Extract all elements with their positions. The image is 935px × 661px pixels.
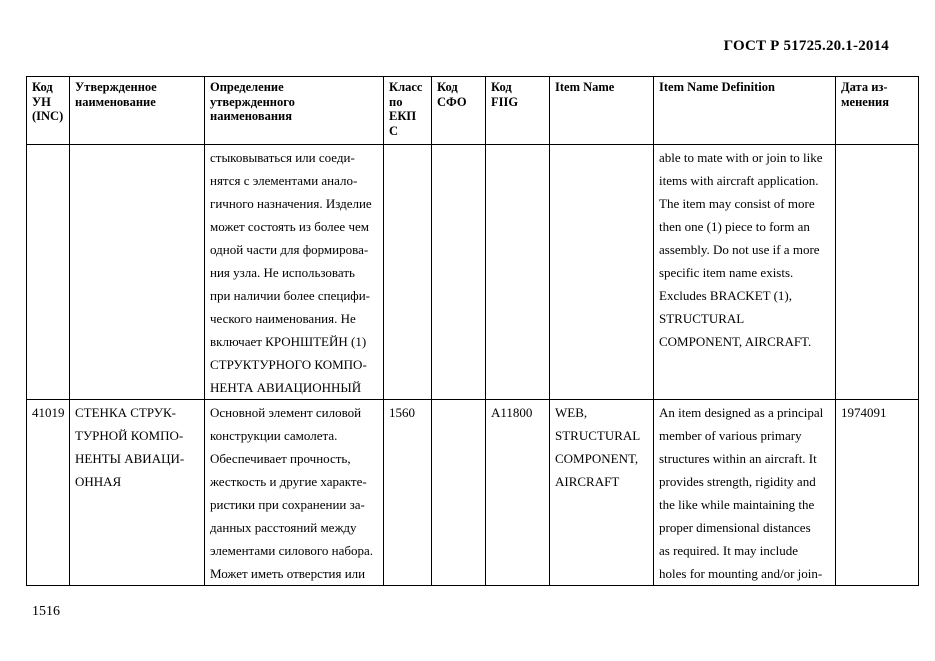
cell-item-name [550, 145, 654, 400]
header-line: FIIG [491, 94, 519, 109]
header-change-date [836, 77, 919, 145]
cell-line: стыковываться или соеди- [210, 150, 355, 165]
header-line: Утвержденное [75, 80, 157, 94]
header-sfo [432, 77, 486, 145]
cell-line: able to mate with or join to like [659, 150, 823, 165]
cell-line: STRUCTURAL [555, 428, 641, 443]
cell-line: 1974091 [841, 405, 887, 420]
header-line: Код [32, 80, 53, 94]
header-fiig [486, 77, 550, 145]
cell-line: WEB, [555, 405, 588, 420]
header-line: С [389, 123, 399, 138]
table-header-row [27, 77, 919, 145]
header-line: наименование [75, 94, 156, 109]
header-item-name [550, 77, 654, 145]
cell-line: ческого наименования. Не [210, 311, 356, 326]
cell-line: ристики при сохранении за- [210, 497, 365, 512]
cell-class [384, 145, 432, 400]
cell-item-definition [654, 145, 836, 400]
cell-line: provides strength, rigidity and [659, 474, 816, 489]
cell-line: COMPONENT, AIRCRAFT. [659, 334, 812, 349]
cell-sfo [432, 400, 486, 586]
table-row [27, 145, 919, 400]
cell-line: гичного назначения. Изделие [210, 196, 372, 211]
cell-definition [205, 145, 384, 400]
cell-line: Может иметь отверстия или [210, 566, 366, 581]
cell-line: A11800 [491, 405, 533, 420]
cell-definition [205, 400, 384, 586]
header-line: СФО [437, 94, 467, 109]
cell-line: жесткость и другие характе- [210, 474, 367, 489]
page-number: 1516 [32, 604, 60, 619]
cell-line: данных расстояний между [210, 520, 357, 535]
cell-item-definition [654, 400, 836, 586]
cell-line: assembly. Do not use if a more [659, 242, 820, 257]
cell-change-date [836, 400, 919, 586]
cell-line: the like while maintaining the [659, 497, 815, 512]
cell-line: then one (1) piece to form an [659, 219, 810, 234]
cell-line: Excludes BRACKET (1), [659, 288, 792, 303]
header-line: УН [32, 94, 51, 109]
cell-line: holes for mounting and/or join- [659, 566, 823, 581]
cell-line: нятся с элементами анало- [210, 173, 358, 188]
header-inc [27, 77, 70, 145]
header-line: Класс [389, 80, 423, 94]
cell-line: ния узла. Не использовать [210, 265, 355, 280]
cell-line: proper dimensional distances [659, 520, 811, 535]
cell-line: The item may consist of more [659, 196, 815, 211]
cell-line: элементами силового набора. [210, 543, 373, 558]
cell-line: НЕНТА АВИАЦИОННЫЙ [210, 380, 362, 395]
cell-line: может состоять из более чем [210, 219, 369, 234]
cell-inc [27, 145, 70, 400]
table-row [27, 400, 919, 586]
header-approved-name [70, 77, 205, 145]
cell-line: specific item name exists. [659, 265, 794, 280]
cell-line: ТУРНОЙ КОМПО- [75, 428, 184, 443]
cell-approved-name [70, 145, 205, 400]
cell-line: An item designed as a principal [659, 405, 824, 420]
cell-line: Обеспечивает прочность, [210, 451, 351, 466]
header-line: ЕКП [389, 109, 417, 123]
cell-line: СТРУКТУРНОГО КОМПО- [210, 357, 367, 372]
cell-line: НЕНТЫ АВИАЦИ- [75, 451, 185, 466]
cell-sfo [432, 145, 486, 400]
cell-line: Основной элемент силовой [210, 405, 362, 420]
header-line: Определение [210, 80, 284, 94]
cell-line: AIRCRAFT [555, 474, 620, 489]
cell-line: member of various primary [659, 428, 802, 443]
cell-line: 41019 [32, 405, 65, 420]
header-line: (INC) [32, 109, 64, 123]
cell-inc [27, 400, 70, 586]
cell-line: 1560 [389, 405, 415, 420]
cell-item-name [550, 400, 654, 586]
header-item-definition [654, 77, 836, 145]
header-line: по [389, 94, 403, 109]
cell-fiig [486, 145, 550, 400]
header-line: утвержденного [210, 94, 295, 109]
cell-line: structures within an aircraft. It [659, 451, 817, 466]
header-line: Код [491, 80, 512, 94]
cell-fiig [486, 400, 550, 586]
cell-line: as required. It may include [659, 543, 798, 558]
header-line: наименования [210, 109, 293, 123]
header-line: Item Name [555, 80, 615, 94]
cell-line: включает КРОНШТЕЙН (1) [210, 334, 367, 349]
cell-line: COMPONENT, [555, 451, 639, 466]
cell-line: items with aircraft application. [659, 173, 819, 188]
header-class [384, 77, 432, 145]
header-line: Дата из- [841, 80, 888, 94]
header-line: Код [437, 80, 458, 94]
cell-approved-name [70, 400, 205, 586]
header-definition [205, 77, 384, 145]
cell-line: ОННАЯ [75, 474, 122, 489]
cell-line: СТЕНКА СТРУК- [75, 405, 176, 420]
header-line: Item Name Definition [659, 80, 775, 94]
cell-line: конструкции самолета. [210, 428, 338, 443]
catalog-table [26, 76, 919, 586]
cell-class [384, 400, 432, 586]
document-standard-code: ГОСТ Р 51725.20.1-2014 [723, 38, 889, 54]
cell-line: одной части для формирова- [210, 242, 369, 257]
cell-line: STRUCTURAL [659, 311, 745, 326]
cell-line: при наличии более специфи- [210, 288, 370, 303]
cell-change-date [836, 145, 919, 400]
header-line: менения [841, 94, 889, 109]
